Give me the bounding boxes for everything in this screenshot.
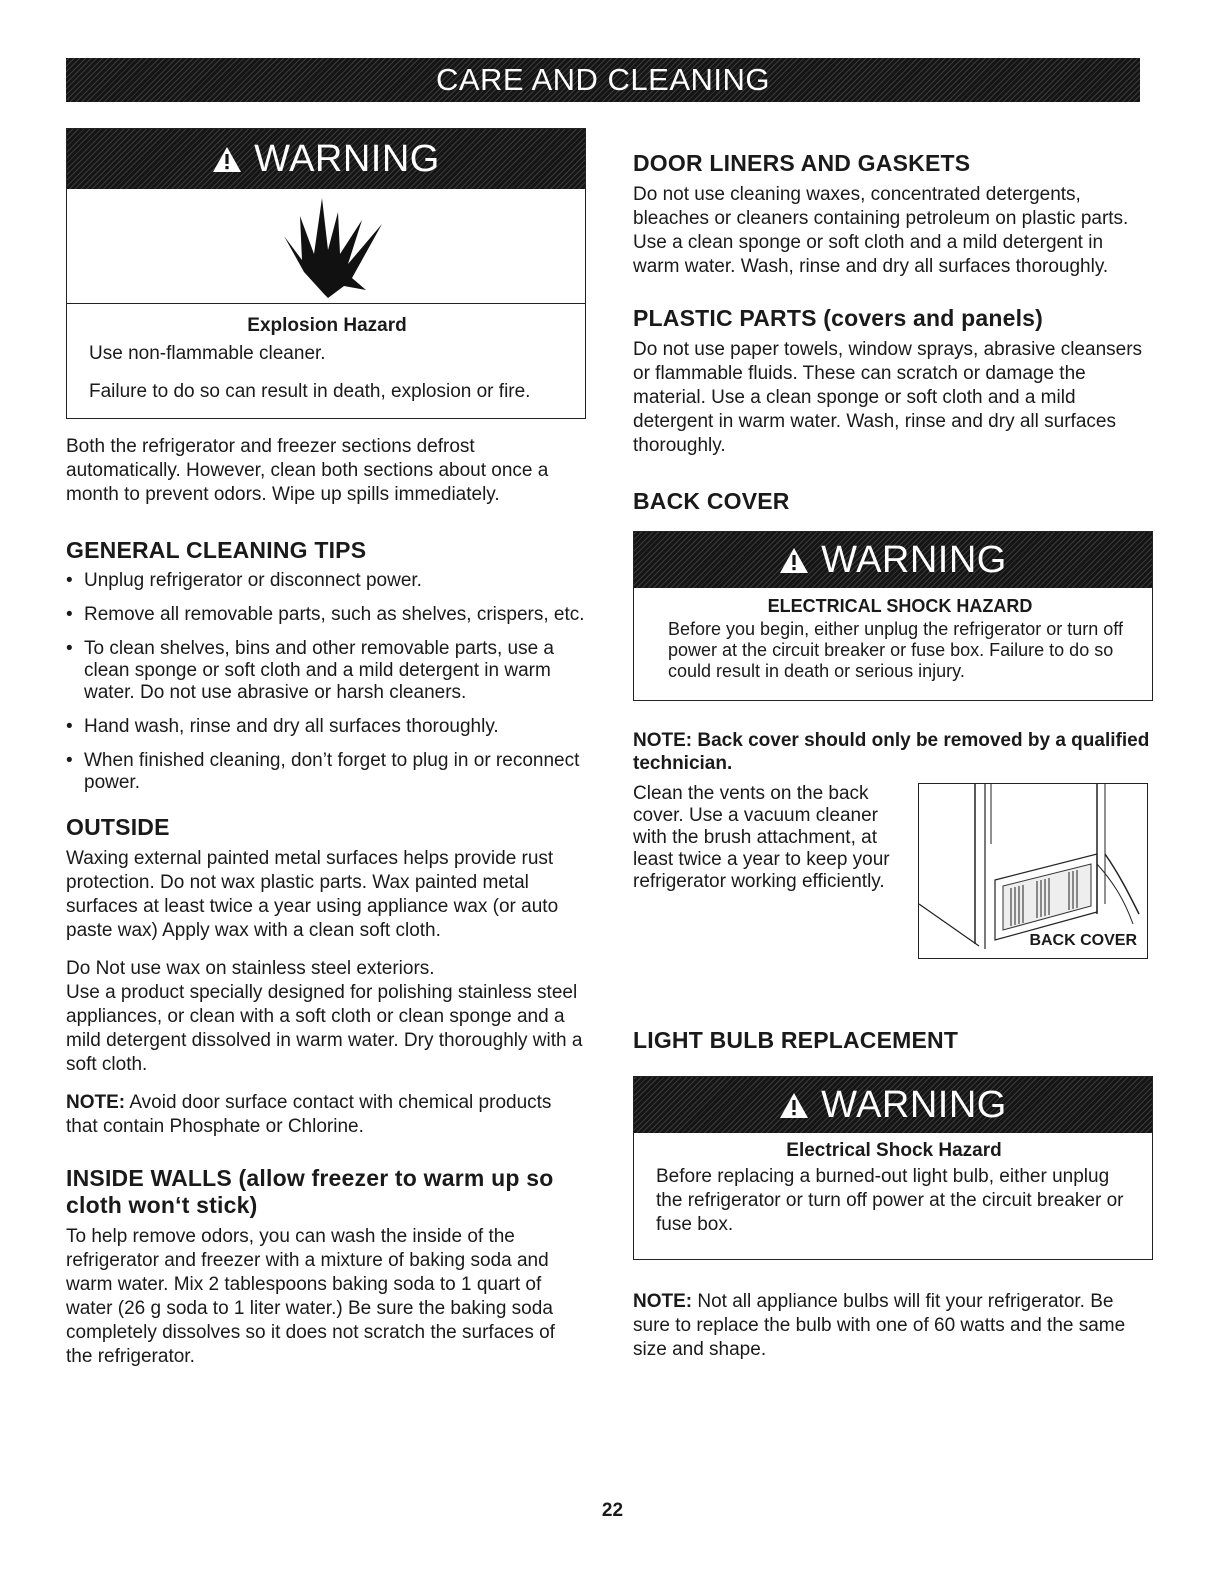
- back-cover-label: BACK COVER: [1029, 932, 1137, 949]
- outside-paragraph: Waxing external painted metal surfaces helps provide rust protection. Do not wax plastic parts. Wax painted metal surfaces at least twice a year using appliance wax (or auto paste wax) Apply wax with a clean soft cloth.: [66, 848, 559, 941]
- list-item: • Remove all removable parts, such as shelves, crispers, etc.: [66, 604, 585, 625]
- warning-body: [634, 588, 1152, 700]
- list-item: • Unplug refrigerator or disconnect power.: [66, 570, 422, 591]
- warning-body: [67, 304, 585, 418]
- warning-label: WARNING: [254, 137, 440, 180]
- warning-triangle-icon: [779, 547, 809, 574]
- page-number: 22: [601, 1500, 624, 1521]
- warning-line: Failure to do so can result in death, explosion or fire.: [89, 381, 531, 402]
- hazard-title: Explosion Hazard: [247, 315, 407, 336]
- tips-list: [66, 570, 586, 794]
- note-label: NOTE:: [66, 1092, 126, 1113]
- note-text: Not all appliance bulbs will fit your refrigerator. Be sure to replace the bulb with one of 60 watts and the same size and shape.: [633, 1291, 1126, 1360]
- warning-header: [634, 1077, 1152, 1133]
- warning-body: [634, 1133, 1152, 1259]
- back-cover-paragraph: Clean the vents on the back cover. Use a vacuum cleaner with the brush attachment, at least twice a year to keep your refrigerator working efficiently.: [633, 783, 890, 892]
- back-cover-note: NOTE: Back cover should only be removed by a qualified technician.: [633, 730, 1150, 774]
- list-item: • Hand wash, rinse and dry all surfaces thoroughly.: [66, 716, 499, 737]
- left-column: [66, 128, 586, 1369]
- plastic-parts-heading: PLASTIC PARTS (covers and panels): [633, 305, 1044, 331]
- back-cover-section: [633, 783, 1153, 963]
- warning-label: WARNING: [821, 1083, 1007, 1126]
- hazard-title: Electrical Shock Hazard: [786, 1140, 1002, 1161]
- intro-paragraph: Both the refrigerator and freezer sections defrost automatically. However, clean both sections about once a month to prevent odors. Wipe up spills immediately.: [66, 436, 549, 505]
- explosion-illustration: [67, 189, 585, 304]
- warning-text: Before replacing a burned-out light bulb, either unplug the refrigerator or turn off power at the circuit breaker or fuse box.: [656, 1166, 1124, 1235]
- back-cover-illustration: [918, 783, 1148, 959]
- outside-stainless-line: Do Not use wax on stainless steel exteriors.: [66, 958, 435, 979]
- explosion-icon: [266, 194, 386, 298]
- light-bulb-heading: LIGHT BULB REPLACEMENT: [633, 1027, 959, 1053]
- warning-header: [634, 532, 1152, 588]
- outside-heading: OUTSIDE: [66, 814, 170, 840]
- light-bulb-note: [633, 1290, 1153, 1362]
- section-title: CARE AND CLEANING: [435, 62, 771, 97]
- general-cleaning-heading: GENERAL CLEANING TIPS: [66, 537, 367, 563]
- back-cover-heading: BACK COVER: [633, 488, 790, 514]
- right-column: [633, 128, 1153, 1362]
- hazard-title: ELECTRICAL SHOCK HAZARD: [767, 596, 1033, 616]
- note-text: Avoid door surface contact with chemical products that contain Phosphate or Chlorine.: [66, 1092, 552, 1137]
- section-banner: [66, 58, 1140, 102]
- shock-warning-box: [633, 531, 1153, 701]
- light-warning-box: [633, 1076, 1153, 1260]
- warning-text: Before you begin, either unplug the refrigerator or turn off power at the circuit breaker or fuse box. Failure to do so could result in death or serious injury.: [668, 619, 1123, 681]
- door-liners-heading: DOOR LINERS AND GASKETS: [633, 150, 971, 176]
- list-item: • When finished cleaning, don’t forget to plug in or reconnect power.: [66, 750, 580, 793]
- warning-triangle-icon: [212, 146, 242, 173]
- list-item: • To clean shelves, bins and other removable parts, use a clean sponge or soft cloth and a mild detergent in warm water. Do not use abrasive or harsh cleaners.: [66, 638, 554, 703]
- plastic-parts-paragraph: Do not use paper towels, window sprays, abrasive cleansers or flammable fluids. These can scratch or damage the material. Use a clean sponge or soft cloth and a mild detergent in warm water. Wash, rinse and dry all surfaces thoroughly.: [633, 339, 1143, 456]
- outside-note: [66, 1091, 586, 1139]
- warning-line: Use non-flammable cleaner.: [89, 343, 326, 364]
- inside-walls-heading: INSIDE WALLS (allow freezer to warm up so cloth won‘t stick): [66, 1165, 554, 1218]
- warning-header: [67, 129, 585, 189]
- warning-label: WARNING: [821, 538, 1007, 581]
- outside-stainless-paragraph: Use a product specially designed for polishing stainless steel appliances, or clean with a soft cloth or clean sponge and a mild detergent dissolved in warm water. Dry thoroughly with a soft cloth.: [66, 982, 583, 1075]
- warning-triangle-icon: [779, 1092, 809, 1119]
- door-liners-paragraph: Do not use cleaning waxes, concentrated detergents, bleaches or cleaners containing petroleum on plastic parts. Use a clean sponge or soft cloth and a mild detergent in warm water. Wash, rinse and dry all surfaces thoroughly.: [633, 184, 1129, 277]
- note-label: NOTE:: [633, 1291, 693, 1312]
- inside-walls-paragraph: To help remove odors, you can wash the inside of the refrigerator and freezer with a mixture of baking soda and warm water. Mix 2 tablespoons baking soda to 1 quart of water (26 g soda to 1 liter water.) Be sure the baking soda completely dissolves so it does not scratch the surfaces of the refrigerator.: [66, 1226, 555, 1367]
- explosion-warning-box: [66, 128, 586, 419]
